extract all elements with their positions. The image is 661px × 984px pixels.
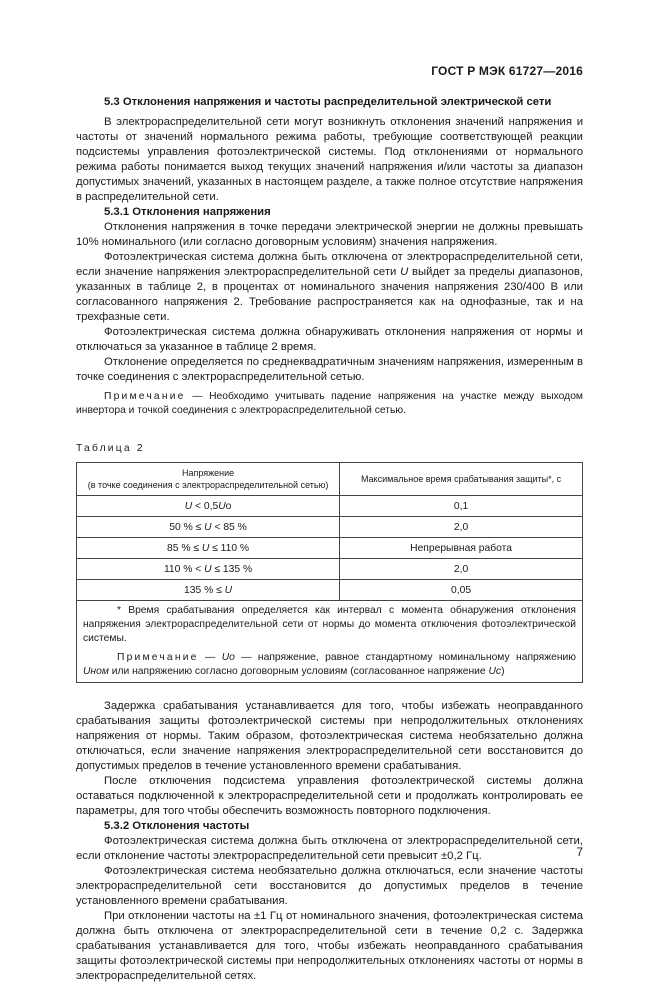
table-caption-text: Таблица 2 <box>76 443 145 454</box>
paragraph: При отклонении частоты на ±1 Гц от номинального значения, фотоэлектрическая система должна быть отключена от электрораспределительной сети в течение 0,2 с. Задержка срабатывания устанавливается для того, чтобы избежать неоправданного срабатывания защиты фотоэлектрической системы при непродолжительных отклонениях частоты от нормы в электрораспределительной сетях. <box>76 910 583 982</box>
page-number: 7 <box>576 845 583 859</box>
standard-header: ГОСТ Р МЭК 61727—2016 <box>431 64 583 78</box>
symbol-u0: Uо <box>221 652 235 663</box>
table-header-row <box>77 463 583 496</box>
table-caption <box>76 441 583 456</box>
text-run: — <box>198 652 222 663</box>
table-footnote: * Время срабатывания определяется как интервал с момента обнаружения отклонения напряжения электрораспределительной сети от нормы до момента отключения фотоэлектрической системы. <box>83 605 576 644</box>
note-label: Примечание <box>117 652 199 663</box>
voltage-cell: 85 % ≤ U ≤ 110 % <box>77 538 340 559</box>
text-run: — напряжение, равное стандартному номинальному напряжению <box>234 652 576 663</box>
time-cell: 0,1 <box>340 496 583 517</box>
table-row <box>77 538 583 559</box>
section-title: 5.3 Отклонения напряжения и частоты распределительной электрической сети <box>104 96 552 108</box>
table-row <box>77 496 583 517</box>
section-intro: В электрораспределительной сети могут возникнуть отклонения значений напряжения и частоты от значений нормального режима работы, требующие соответствующей реакции подсистемы управления фотоэлектрической системы. Под отклонениями от нормального режима работы понимается выход текущих значений напряжения и/или частоты за диапазон допустимых значений, указанных в настоящем разделе, а также полное отсутствие напряжения в распределительной сети. <box>76 116 583 203</box>
time-cell: 2,0 <box>340 517 583 538</box>
paragraph: Фотоэлектрическая система должна быть отключена от электрораспределительной сети, если отклонение частоты электрораспределительной сети превысит ±0,2 Гц. <box>76 835 583 862</box>
table-row <box>77 580 583 601</box>
subsection-532-title: 5.3.2 Отклонения частоты <box>104 820 250 832</box>
table-footnote-row <box>77 601 583 683</box>
paragraph-voltage-limits <box>76 250 583 325</box>
voltage-cell: 135 % ≤ U <box>77 580 340 601</box>
table-footnote-cell <box>77 601 583 683</box>
voltage-cell: U < 0,5Uо <box>77 496 340 517</box>
note-text: — Необходимо учитывать падение напряжения на участке между выходом инвертора и точкой соединения с электрораспределительной сетью. <box>76 391 583 416</box>
table-row <box>77 517 583 538</box>
symbol-uc: Uс <box>488 666 502 677</box>
header-line: Напряжение <box>181 468 235 478</box>
header-line: (в точке соединения с электрораспределительной сетью) <box>87 480 329 490</box>
paragraph: Отклонения напряжения в точке передачи электрической энергии не должны превышать 10% номинального (или согласно договорным условиям) значения напряжения. <box>76 221 583 248</box>
symbol-unom: Uном <box>83 666 109 677</box>
note-label: Примечание <box>104 391 186 402</box>
paragraph: После отключения подсистема управления фотоэлектрической системы должна оставаться подключенной к электрораспределительной сети и продолжать контролировать ее параметры, для того чтобы обеспечить возможность повторного подключения. <box>76 775 583 817</box>
voltage-cell: 50 % ≤ U < 85 % <box>77 517 340 538</box>
subsection-531-title: 5.3.1 Отклонения напряжения <box>104 206 271 218</box>
paragraph: Задержка срабатывания устанавливается для того, чтобы избежать неоправданного срабатывания защиты фотоэлектрической системы при непродолжительных отклонениях напряжения от нормы. Таким образом, фотоэлектрическая система необязательно должна отключаться, если значение напряжения электрораспределительной сети восстановится до допустимых пределов в течение установленного времени срабатывания. <box>76 700 583 772</box>
page-content <box>76 95 583 984</box>
text-run: ) <box>501 666 505 677</box>
paragraph: Отклонение определяется по среднеквадратичным значениям напряжения, измеренным в точке соединения с электрораспределительной сетью. <box>76 356 583 383</box>
column-header-voltage <box>77 463 340 496</box>
table-row <box>77 559 583 580</box>
text-run: или напряжению согласно договорным условиям (согласованное напряжение <box>108 666 489 677</box>
column-header-time: Максимальное время срабатывания защиты*, с <box>340 463 583 496</box>
time-cell: Непрерывная работа <box>340 538 583 559</box>
text-run: Фотоэлектрическая система должна быть отключена от электрораспределительной сети, если значение напряжения электрораспределительной сети <box>76 251 583 278</box>
voltage-symbol: U <box>400 266 409 278</box>
paragraph: Фотоэлектрическая система необязательно должна отключаться, если значение частоты электрораспределительной сети восстановится до допустимых пределов в течение установленного времени срабатывания. <box>76 865 583 907</box>
note <box>76 390 583 418</box>
text-run: выйдет за пределы диапазонов, указанных в таблице 2, в процентах от номинального значения напряжения 230/400 В или согласованного напряжения 2. Требование распространяется как на однофазные, так и на трехфазные сети. <box>76 266 583 323</box>
table-note <box>83 651 576 679</box>
paragraph: Фотоэлектрическая система должна обнаруживать отклонения напряжения от нормы и отключаться за указанное в таблице 2 время. <box>76 326 583 353</box>
time-cell: 0,05 <box>340 580 583 601</box>
voltage-cell: 110 % < U ≤ 135 % <box>77 559 340 580</box>
voltage-table <box>76 462 583 683</box>
time-cell: 2,0 <box>340 559 583 580</box>
